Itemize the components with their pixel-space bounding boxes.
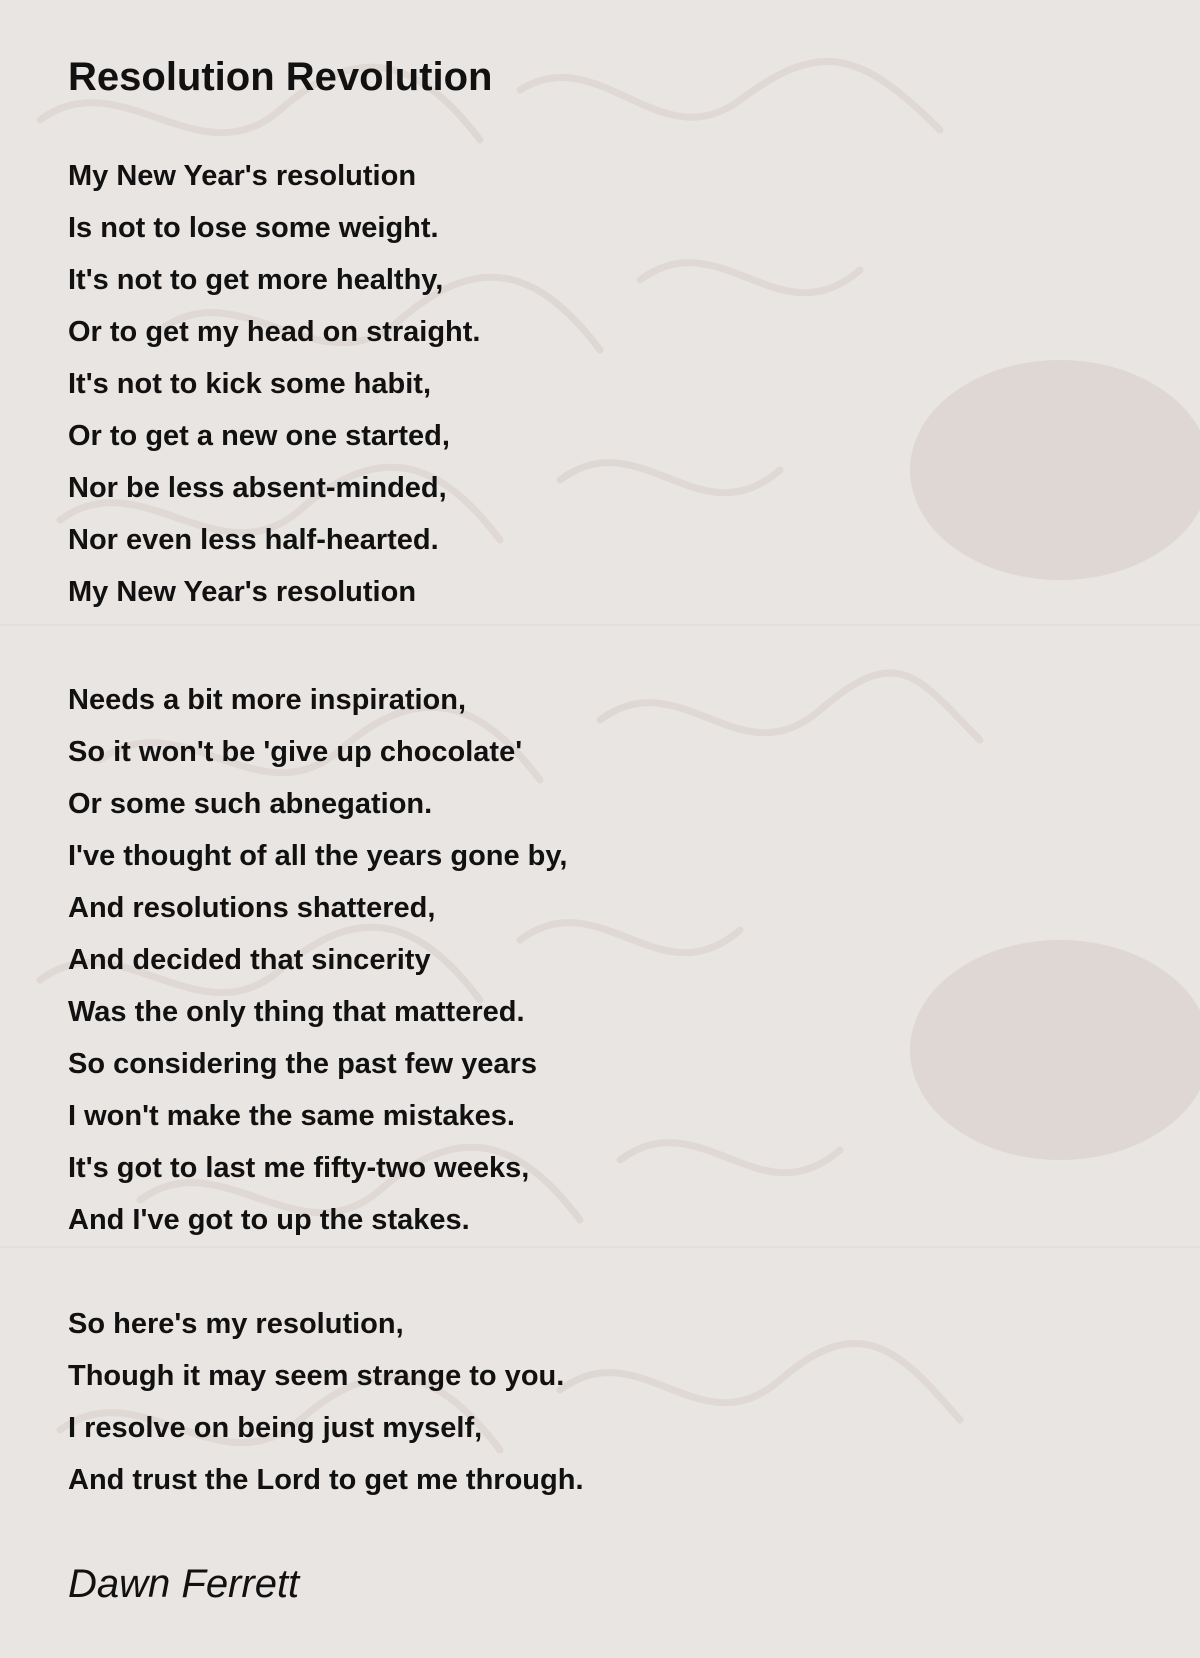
poem-line: Or to get a new one started, xyxy=(68,420,450,452)
poem-line: Needs a bit more inspiration, xyxy=(68,684,467,716)
poem-line: Is not to lose some weight. xyxy=(68,212,439,244)
poem-line: Nor be less absent-minded, xyxy=(68,472,447,504)
poem-line: I've thought of all the years gone by, xyxy=(68,840,568,872)
poem-line: It's not to kick some habit, xyxy=(68,368,432,400)
poem-line: My New Year's resolution xyxy=(68,576,417,608)
poem-line: Or to get my head on straight. xyxy=(68,316,481,348)
poem-line: Though it may seem strange to you. xyxy=(68,1360,565,1392)
poem-line: I resolve on being just myself, xyxy=(68,1412,483,1444)
poem-line: So it won't be 'give up chocolate' xyxy=(68,736,523,768)
poem-author: Dawn Ferrett xyxy=(68,1562,300,1606)
poem-line: And resolutions shattered, xyxy=(68,892,436,924)
poem-line: And trust the Lord to get me through. xyxy=(68,1464,584,1496)
poem-line: It's not to get more healthy, xyxy=(68,264,444,296)
poem-line: Nor even less half-hearted. xyxy=(68,524,439,556)
poem-title: Resolution Revolution xyxy=(68,55,493,99)
poem-line: I won't make the same mistakes. xyxy=(68,1100,515,1132)
poem-line: So here's my resolution, xyxy=(68,1308,404,1340)
poem-line: And decided that sincerity xyxy=(68,944,431,976)
poem-line: It's got to last me fifty-two weeks, xyxy=(68,1152,530,1184)
poem-line: So considering the past few years xyxy=(68,1048,537,1080)
stanza-2 xyxy=(68,674,567,1246)
stanza-3 xyxy=(68,1298,584,1506)
poem-line: And I've got to up the stakes. xyxy=(68,1204,470,1236)
poem-line: Or some such abnegation. xyxy=(68,788,433,820)
stanza-1 xyxy=(68,150,481,618)
poem-line: Was the only thing that mattered. xyxy=(68,996,525,1028)
poem-line: My New Year's resolution xyxy=(68,160,417,192)
